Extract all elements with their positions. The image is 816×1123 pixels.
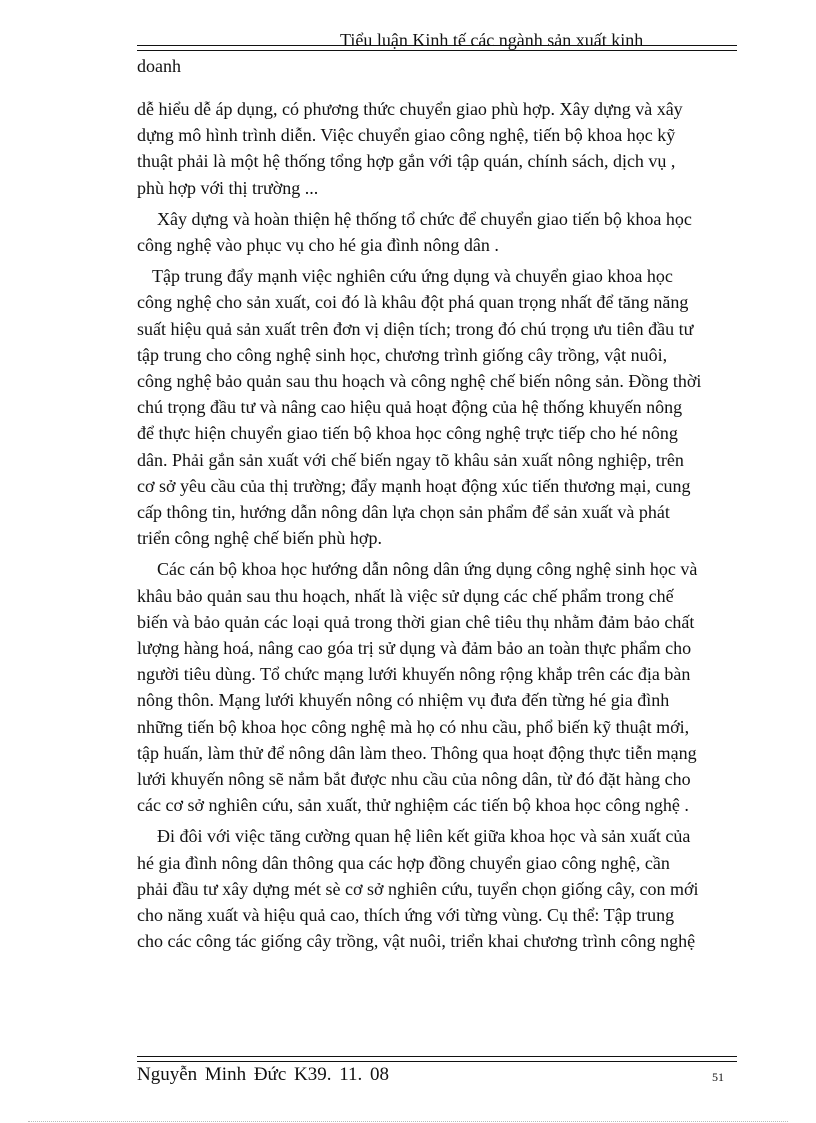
body-text — [137, 96, 740, 955]
text-line: các cơ sở nghiên cứu, sản xuất, thử nghiệm các tiến bộ khoa học công nghệ . — [137, 795, 689, 816]
text-line: Đi đôi với việc tăng cường quan hệ liên kết giữa khoa học và sản xuất của — [157, 826, 691, 847]
paragraph — [137, 823, 740, 954]
text-line: công nghệ cho sản xuất, coi đó là khâu đột phá quan trọng nhất để tăng năng — [137, 292, 689, 313]
text-line: lượng hàng hoá, nâng cao góa trị sử dụng và đảm bảo an toàn thực phẩm cho — [137, 638, 692, 659]
text-line: công nghệ bảo quản sau thu hoạch và công nghệ chế biến nông sản. Đồng thời — [137, 371, 702, 392]
paragraph — [137, 96, 740, 201]
text-line: chú trọng đầu tư và nâng cao hiệu quả hoạt động của hệ thống khuyến nông — [137, 397, 683, 418]
text-line: cho năng xuất và hiệu quả cao, thích ứng với từng vùng. Cụ thể: Tập trung — [137, 905, 675, 926]
text-line: người tiêu dùng. Tổ chức mạng lưới khuyến nông rộng khắp trên các địa bàn — [137, 664, 691, 685]
text-line: suất hiệu quả sản xuất trên đơn vị diện tích; trong đó chú trọng ưu tiên đầu tư — [137, 318, 694, 339]
text-line: triển công nghệ chế biến phù hợp. — [137, 528, 382, 549]
text-line: phải đầu tư xây dựng mét sè cơ sở nghiên cứu, tuyển chọn giống cây, con mới — [137, 878, 699, 899]
text-line: tập huấn, làm thử để nông dân làm theo. Thông qua hoạt động thực tiễn mạng — [137, 742, 697, 763]
text-line: cấp thông tin, hướng dẫn nông dân lựa chọn sản phẩm để sản xuất và phát — [137, 502, 670, 523]
page-number: 51 — [712, 1070, 724, 1084]
text-line: lưới khuyến nông sẽ nắm bắt được nhu cầu của nông dân, từ đó đặt hàng cho — [137, 769, 691, 790]
text-line: khâu bảo quản sau thu hoạch, nhất là việc sử dụng các chế phẩm trong chế — [137, 585, 674, 606]
text-line: biến và bảo quản các loại quả trong thời gian chê tiêu thụ nhằm đảm bảo chất — [137, 611, 695, 632]
header-rule-top — [137, 45, 737, 46]
text-line: phù hợp với thị trường ... — [137, 177, 319, 198]
text-line: Xây dựng và hoàn thiện hệ thống tổ chức để chuyển giao tiến bộ khoa học — [157, 208, 692, 229]
header-rule-bottom — [137, 50, 737, 51]
text-line: công nghệ vào phục vụ cho hé gia đình nông dân . — [137, 235, 499, 256]
text-line: Tập trung đẩy mạnh việc nghiên cứu ứng dụng và chuyển giao khoa học — [152, 266, 673, 287]
text-line: hé gia đình nông dân thông qua các hợp đồng chuyển giao công nghệ, cần — [137, 852, 670, 873]
text-line: dân. Phải gắn sản xuất với chế biến ngay tõ khâu sản xuất nông nghiệp, trên — [137, 449, 684, 470]
text-line: cơ sở yêu cầu của thị trường; đẩy mạnh hoạt động xúc tiến thương mại, cung — [137, 475, 691, 496]
text-line: tập trung cho công nghệ sinh học, chương trình giống cây trồng, vật nuôi, — [137, 344, 668, 365]
text-line: dựng mô hình trình diễn. Việc chuyển giao công nghệ, tiến bộ khoa học kỹ — [137, 125, 676, 146]
text-line: cho các công tác giống cây trồng, vật nuôi, triển khai chương trình công nghệ — [137, 931, 696, 952]
text-line: nông thôn. Mạng lưới khuyến nông có nhiệm vụ đưa đến từng hé gia đình — [137, 690, 670, 711]
text-line: những tiến bộ khoa học công nghệ mà họ có nhu cầu, phổ biến kỹ thuật mới, — [137, 716, 690, 737]
text-line: thuật phải là một hệ thống tổng hợp gắn với tập quán, chính sách, dịch vụ , — [137, 151, 676, 172]
text-line: dễ hiểu dễ áp dụng, có phương thức chuyển giao phù hợp. Xây dựng và xây — [137, 99, 683, 119]
running-header-continuation: doanh — [137, 56, 181, 76]
running-header-title: Tiểu luận Kinh tế các ngành sản xuất kinh — [340, 30, 644, 50]
paragraph — [137, 206, 740, 258]
text-line: để thực hiện chuyển giao tiến bộ khoa học công nghệ trực tiếp cho hé nông — [137, 423, 678, 444]
footer-rule-bottom — [137, 1061, 737, 1062]
page-bottom-divider — [28, 1121, 788, 1122]
footer-author: Nguyễn Minh Đức K39. 11. 08 — [137, 1064, 390, 1085]
paragraph — [137, 556, 740, 818]
footer-rule-top — [137, 1056, 737, 1057]
paragraph — [137, 263, 740, 551]
text-line: Các cán bộ khoa học hướng dẫn nông dân ứng dụng công nghệ sinh học và — [157, 559, 698, 580]
